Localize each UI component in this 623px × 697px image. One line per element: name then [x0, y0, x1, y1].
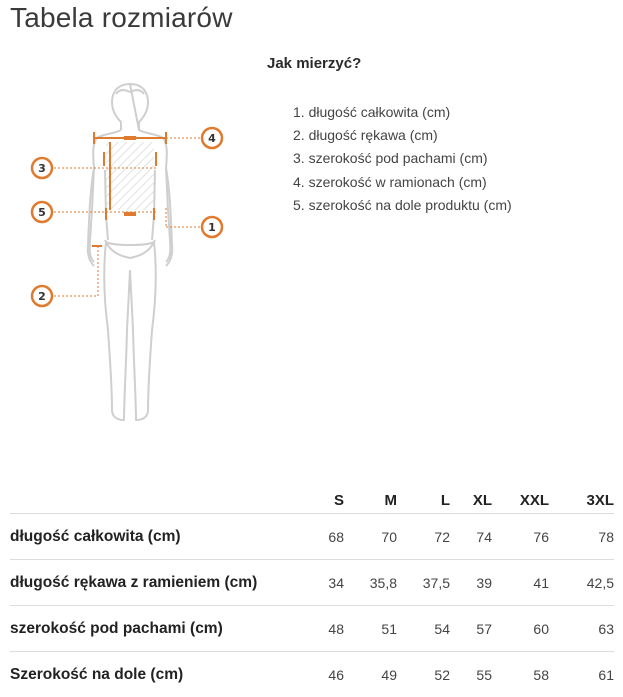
table-cell: 52: [397, 652, 450, 697]
marker-1: [202, 217, 222, 237]
row-label: długość całkowita (cm): [10, 514, 290, 560]
table-cell: 57: [450, 606, 492, 652]
svg-text:1: 1: [208, 221, 216, 234]
table-row: [10, 514, 614, 560]
table-cell: 63: [549, 606, 614, 652]
table-cell: 60: [492, 606, 549, 652]
table-cell: 55: [450, 652, 492, 697]
page-title: Tabela rozmiarów: [10, 2, 233, 34]
howto-item: 2. długość rękawa (cm): [293, 124, 512, 147]
table-cell: 58: [492, 652, 549, 697]
table-header-row: [10, 483, 614, 514]
table-header-cell: XL: [450, 483, 492, 514]
table-cell: 49: [344, 652, 397, 697]
table-header-cell: L: [397, 483, 450, 514]
table-header-cell: S: [290, 483, 344, 514]
row-label: szerokość pod pachami (cm): [10, 606, 290, 652]
table-cell: 39: [450, 560, 492, 606]
table-header-cell: [10, 483, 290, 514]
measurement-figure: [20, 70, 240, 440]
table-row: [10, 652, 614, 697]
svg-text:5: 5: [38, 206, 46, 219]
howto-item: 5. szerokość na dole produktu (cm): [293, 194, 512, 217]
table-cell: 70: [344, 514, 397, 560]
table-cell: 51: [344, 606, 397, 652]
table-cell: 46: [290, 652, 344, 697]
table-row: [10, 606, 614, 652]
marker-2: [32, 286, 52, 306]
table-cell: 35,8: [344, 560, 397, 606]
svg-text:2: 2: [38, 290, 46, 303]
table-cell: 74: [450, 514, 492, 560]
svg-text:4: 4: [208, 132, 216, 145]
table-cell: 68: [290, 514, 344, 560]
size-table: [10, 483, 614, 697]
howto-item: 4. szerokość w ramionach (cm): [293, 171, 512, 194]
howto-title: Jak mierzyć?: [267, 55, 361, 72]
marker-5: [32, 202, 52, 222]
table-cell: 72: [397, 514, 450, 560]
table-cell: 37,5: [397, 560, 450, 606]
marker-4: [202, 128, 222, 148]
howto-item: 3. szerokość pod pachami (cm): [293, 147, 512, 170]
table-cell: 76: [492, 514, 549, 560]
shirt-area: [106, 142, 154, 210]
body-silhouette: [88, 84, 172, 420]
howto-item: 1. długość całkowita (cm): [293, 101, 512, 124]
table-cell: 78: [549, 514, 614, 560]
body-diagram: [20, 70, 240, 440]
table-cell: 48: [290, 606, 344, 652]
row-label: długość rękawa z ramieniem (cm): [10, 560, 290, 606]
row-label: Szerokość na dole (cm): [10, 652, 290, 697]
table-cell: 54: [397, 606, 450, 652]
table-header-cell: M: [344, 483, 397, 514]
table-row: [10, 560, 614, 606]
table-cell: 61: [549, 652, 614, 697]
svg-text:3: 3: [38, 162, 46, 175]
table-header-cell: 3XL: [549, 483, 614, 514]
marker-3: [32, 158, 52, 178]
howto-list: [293, 101, 512, 217]
table-header-cell: XXL: [492, 483, 549, 514]
table-cell: 34: [290, 560, 344, 606]
table-cell: 42,5: [549, 560, 614, 606]
table-cell: 41: [492, 560, 549, 606]
